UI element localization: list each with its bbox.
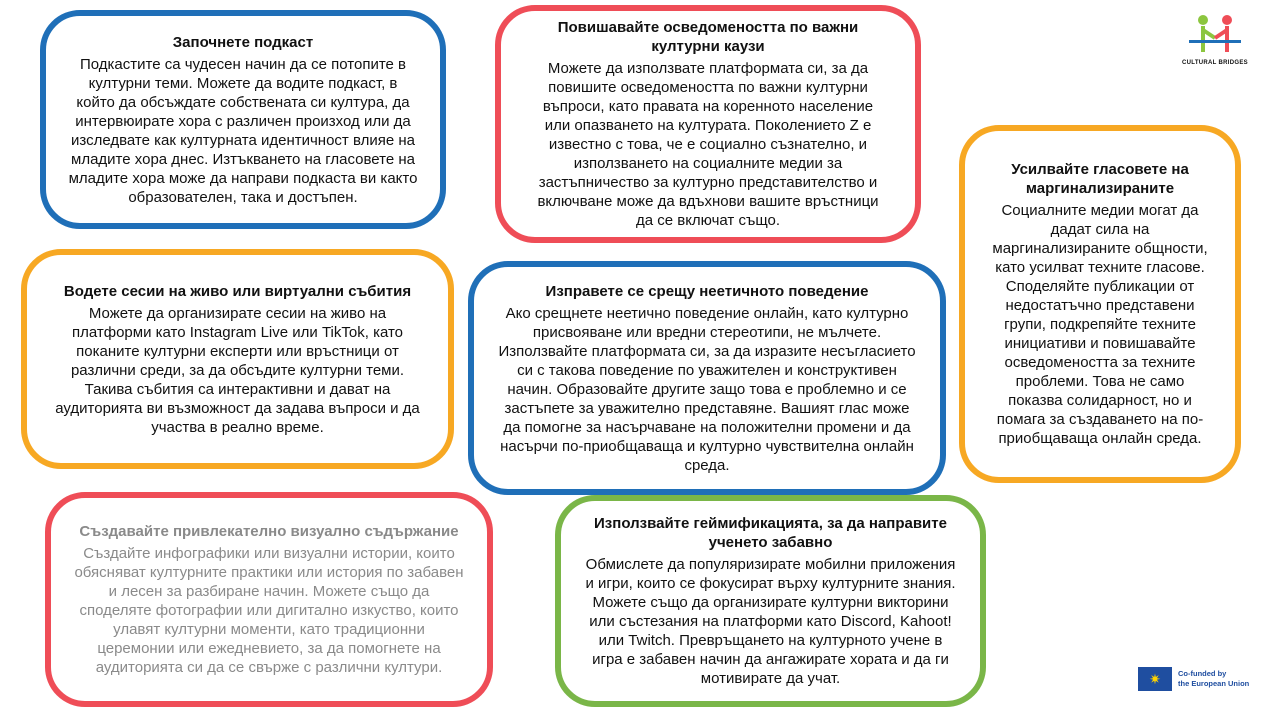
card-body: Обмислете да популяризирате мобилни приложения и игри, които се фокусират върху културните знания. Можете също да организирате културни викторини или състезания на платформи като Discord, Kahoot! или Twitch. Превръщането на културното учене в игра е забавен начин да ангажирате хората и да ги мотивирате да учат. [585,556,956,687]
card-awareness [495,5,921,243]
card-title: Създавайте привлекателно визуално съдържание [79,523,459,540]
eu-flag-icon: ✷ [1138,667,1172,691]
card-gamification [555,495,986,707]
card-title: Използвайте геймификацията, за да направите ученето забавно [594,515,947,551]
card-visual-content [45,492,493,707]
bridge-figures-icon [1185,14,1245,54]
card-body: Социалните медии могат да дадат сила на маргинализираните общности, като усилват техните гласове. Споделяйте публикации от недостатъчно представени групи, подкрепяйте техните инициативи и повишавайте осведомеността за техните проблеми. Това не само показва солидарност, но и помага за създаването на по-приобщаваща онлайн среда. [992,202,1208,447]
card-title: Повишавайте осведомеността по важни културни каузи [557,19,859,55]
eu-text-line2: the European Union [1178,679,1250,688]
card-body: Създайте инфографики или визуални истории, които обясняват културните практики или история по забавен и лесен за разбиране начин. Можете също да споделяте фотографии или дигитално изкуство, които улавят културни моменти, като традиционни церемонии или ежедневието, за да помогнете на аудиторията си да се свърже с различни култури. [74,545,464,676]
card-marginalized [959,125,1241,483]
card-title: Започнете подкаст [172,33,314,51]
card-unethical [468,261,946,495]
eu-text-line1: Co-funded by [1178,669,1227,678]
logo-text: CULTURAL BRIDGES [1182,60,1248,66]
card-title: Усилвайте гласовете на маргинализираните [1011,161,1189,197]
card-podcast [40,10,446,229]
card-body: Можете да използвате платформата си, за да повишите осведомеността по важни културни въпроси, като правата на коренното население или опазването на културата. Поколението Z е известно с това, че е социално съзнателно, и използването на социалните медии за застъпничество за културно представителство и включване може да вдъхнови вашите връстници да се включат също. [537,60,879,229]
card-live-sessions [21,249,454,469]
card-body: Подкастите са чудесен начин да се потопите в културни теми. Можете да водите подкаст, в който да обсъждате собствената си култура, да интервюирате хора с различен произход или да изследвате как културната идентичност влияе на младите хора днес. Изтъкването на гласовете на младите хора може да направи подкаста ви както образователен, така и достъпен. [68,55,418,206]
card-body: Можете да организирате сесии на живо на платформи като Instagram Live или TikTok, като поканите културни експерти или връстници от различни среди, за да обсъдите културни теми. Такива събития са интерактивни и дават на аудиторията ви възможност да задава въпроси и да участва в реално време. [55,304,420,436]
eu-cofunded-logo [1138,667,1249,691]
cultural-bridges-logo [1170,14,1260,66]
card-body: Ако срещнете неетично поведение онлайн, като културно присвояване или вредни стереотипи, не мълчете. Използвайте платформата си, за да изразите несъгласието си с такова поведение по уважителен и конструктивен начин. Образовайте другите защо това е проблемно и се застъпете за уважително представяне. Вашият глас може да помогне за насърчаване на положителни промени и да насърчи по-приобщаваща и културно чувствителна онлайн среда. [498,304,916,474]
card-title: Водете сесии на живо или виртуални събития [63,282,412,300]
card-title: Изправете се срещу неетичното поведение [545,282,869,300]
